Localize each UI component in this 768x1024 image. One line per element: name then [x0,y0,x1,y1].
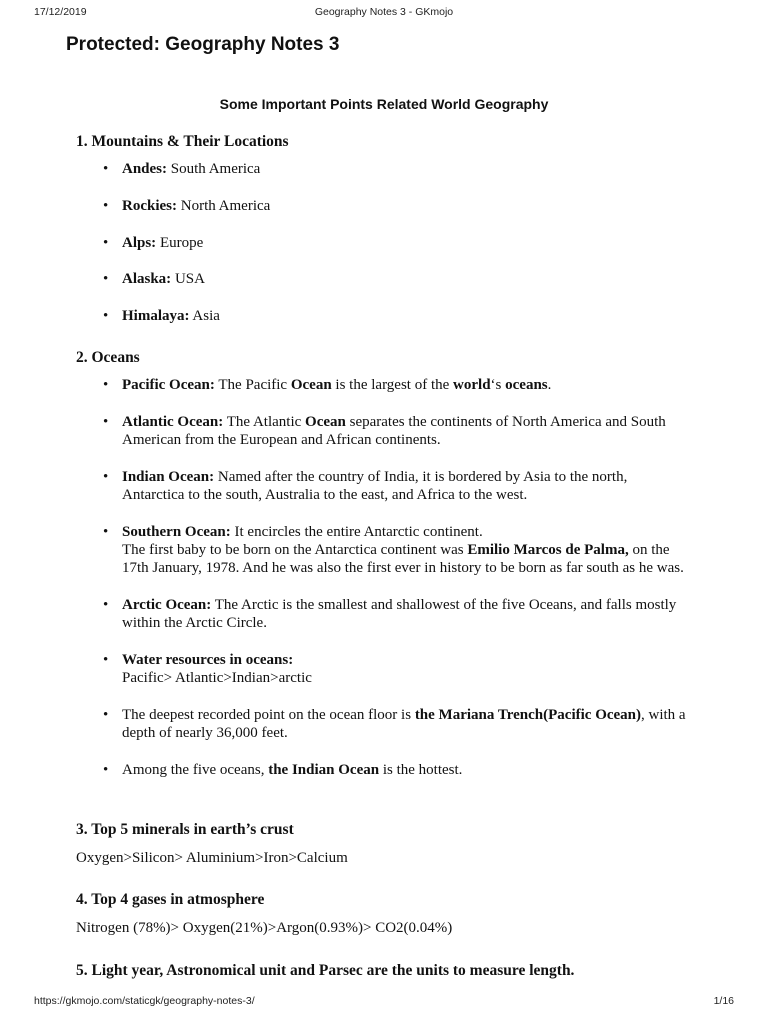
article-subtitle: Some Important Points Related World Geography [219,96,549,112]
item-label: Rockies: [122,198,177,214]
item-text: Named after the country of India, it is bordered by Asia to the north, Antarctica to the south, Australia to the east, and Africa to the west. [122,469,628,503]
section-heading-oceans: 2. Oceans [76,349,140,366]
item-text: ‘s [490,377,506,393]
list-item [100,197,690,215]
page-number: 1/16 [713,995,734,1007]
item-text: The deepest recorded point on the ocean floor is [122,707,415,723]
section-heading-mountains: 1. Mountains & Their Locations [76,133,289,150]
list-item-pacific [100,376,690,394]
print-page-title: Geography Notes 3 - GKmojo [314,6,454,18]
item-text: Europe [156,235,204,251]
item-bold: oceans [505,377,548,393]
print-footer [0,995,768,1009]
item-text: . [547,377,552,393]
item-label: Himalaya: [122,308,190,324]
item-label: Atlantic Ocean: [122,414,224,430]
print-url: https://gkmojo.com/staticgk/geography-notes-3/ [34,995,255,1007]
item-label: Alps: [122,235,157,251]
list-item [100,234,690,252]
item-label: Pacific Ocean: [122,377,215,393]
item-bold: the Mariana Trench(Pacific Ocean) [414,707,642,723]
list-item [100,160,690,178]
section-heading-minerals: 3. Top 5 minerals in earth’s crust [76,821,294,838]
item-text: is the largest of the [331,377,454,393]
item-label: Indian Ocean: [122,469,215,485]
list-item-water-resources [100,651,690,687]
list-item-atlantic [100,413,690,449]
item-bold: the Indian Ocean [268,762,380,778]
print-date: 17/12/2019 [34,6,87,18]
list-item-indian [100,468,690,504]
item-bold: world [453,377,491,393]
mountains-list [100,160,690,325]
oceans-list [100,376,690,779]
item-bold: Ocean [305,414,346,430]
item-text: Pacific> Atlantic>Indian>arctic [122,670,312,686]
item-text: USA [171,271,205,287]
item-label: Southern Ocean: [122,524,231,540]
item-text: South America [167,161,261,177]
item-text: North America [177,198,271,214]
item-label: Andes: [122,161,168,177]
item-text: separates the continents of North America and South American from the European and African continents. [122,414,666,448]
item-text: The Pacific [214,377,291,393]
gases-text: Nitrogen (78%)> Oxygen(21%)>Argon(0.93%)> CO2(0.04%) [76,920,453,936]
item-label: Arctic Ocean: [122,597,212,613]
section-heading-units: 5. Light year, Astronomical unit and Parsec are the units to measure length. [76,962,575,979]
item-text: on the 17th January, 1978. And he was also the first ever in history to be born as far south as he was. [122,542,684,576]
minerals-text: Oxygen>Silicon> Aluminium>Iron>Calcium [76,850,348,866]
item-label: Alaska: [122,271,172,287]
list-item [100,270,690,288]
item-bold: Emilio Marcos de Palma, [467,542,629,558]
item-text: Asia [189,308,220,324]
section-heading-gases: 4. Top 4 gases in atmosphere [76,891,265,908]
list-item-hottest [100,761,690,779]
item-text: It encircles the entire Antarctic continent. [230,524,483,540]
list-item-deepest-point [100,706,690,742]
item-text: The Arctic is the smallest and shallowest of the five Oceans, and falls mostly within the Arctic Circle. [122,597,677,631]
item-text: The first baby to be born on the Antarctica continent was [122,542,468,558]
item-text: Among the five oceans, [122,762,269,778]
list-item-arctic [100,596,690,632]
print-header [0,6,768,20]
item-bold: Ocean [290,377,332,393]
list-item [100,307,690,325]
list-item-southern [100,523,690,577]
page-title: Protected: Geography Notes 3 [66,34,340,55]
item-label: Water resources in oceans: [122,652,294,668]
item-text: , with a depth of nearly 36,000 feet. [122,707,686,741]
item-text: The Atlantic [223,414,306,430]
item-text: is the hottest. [379,762,463,778]
